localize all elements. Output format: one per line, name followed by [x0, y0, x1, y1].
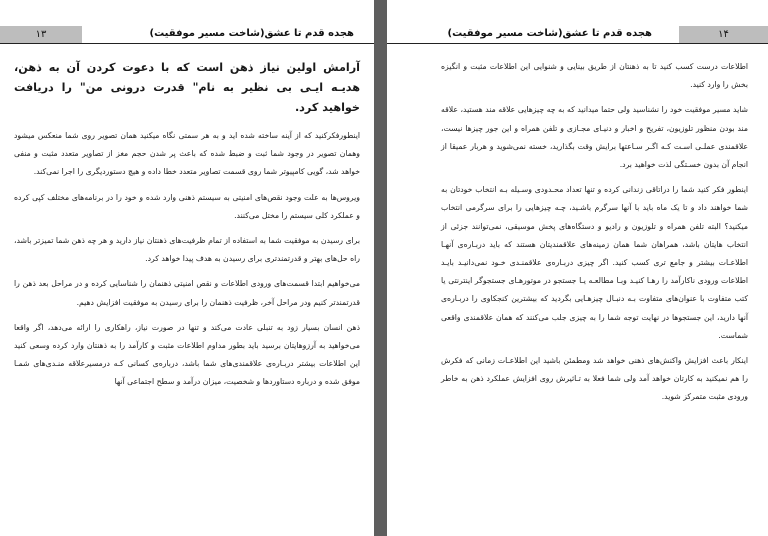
left-paragraph-5: ذهن انسان بسیار زود به تنبلی عادت می‌کند و تنها در صورت نیاز، راهکاری را ارائه می‌دهد، اگر واقعا می‌خواهید به آرزوهایتان برسید باید بطور مداوم اطلاعات مثبت و کارآمد را به ذهنتان وارد کرده وسعی کنید این اطلاعات بیشتر دربـاره‌ی علاقمندی‌های شما باشد، درباره‌ی کسانی کـه درمسیرعلاقه منـدی‌های شمـا موفق شده و درباره دستاوردها و شخصیت، میزان درآمد و سطح اجتماعی آنها [14, 322, 360, 387]
left-page-body [14, 58, 360, 399]
left-paragraph-1: اینطورفکرکنید که از آینه ساخته شده اید و به هر سمتی نگاه میکنید همان تصویر روی شما منعکس میشود وهمان تصویر در وجود شما ثبت و ضبط شده که باعث پر شدن حجم مغز از تصاویر متعدد مثبت و منفی خواهد شد، گویی کامپیوتر شما روی قسمت تصاویر متعدد خطا داده و هیچ دستوردیگری را اجرا نمی‌کند. [14, 131, 360, 177]
header-rule [387, 43, 768, 44]
left-page-heading: آرامش اولین نیاز ذهن است که با دعوت کردن آن به ذهن، هدیـه ایـی بی نظیر به نام" قدرت درونی من" را دریافت خواهید کرد. [14, 61, 360, 114]
left-page [0, 0, 374, 536]
right-page-body [441, 58, 748, 414]
right-paragraph-2: شاید مسیر موفقیت خود را نشناسید ولی حتما میدانید که به چه چیزهایی علاقه مند هستید، علاقه مند بودن منظور تلوزیون، تفریح و اخبار و دنیـای مجـازی و تلفن همراه و این جور چیزها نیست، علاقمندی عملـی اسـت کـه اگـر سـاعتها برایش وقت بگذارید، خسته نمی‌شوید و هربار عمیقا از انجام آن بدون خسـتگی لذت خواهید برد. [441, 105, 748, 170]
page-gutter [374, 0, 387, 536]
right-page-header [387, 26, 768, 44]
right-paragraph-1: اطلاعات درست کسب کنید تا به ذهنتان از طریق بینایی و شنوایی این اطلاعات مثبت و انگیزه بخش را وارد کنید. [441, 62, 748, 90]
header-rule [0, 43, 374, 44]
left-paragraph-3: برای رسیدن به موفقیت شما به استفاده از تمام ظرفیت‌های ذهنتان نیاز دارید و هر چه ذهن شما تمیزتر باشد، راه حل‌های بهتر و قدرتمندتری برای رسیدن به هدف پیدا خواهد کرد. [14, 236, 360, 264]
right-running-title: هجده قدم تا عشق(شاخت مسیر موفقیت) [447, 28, 652, 39]
right-page [387, 0, 768, 536]
left-running-title: هجده قدم تا عشق(شاخت مسیر موفقیت) [149, 28, 354, 39]
right-paragraph-3: اینطور فکر کنید شما را دراتاقی زندانی کرده و تنها تعداد محـدودی وسـیله بـه انتخاب خودتان به شما خواهند داد و تا یک ماه باید با آنها سرگرم باشـید، چـه چیزهایی را برای سرگرمی انتخاب میکنید؟ البته تلفن همراه و تلوزیون و رادیو و دستگاه‌های پخش موسیقی، نمی‌توانند جزئی از انتخاب هایتان باشد، همراهان شما همان زمینه‌های علاقمندیتان هستند که باید دربـاره‌ی آنهـا اطلاعـات بیشتر و جامع تری کسب کنید. اگر چیزی دربـاره‌ی علاقمنـدی خـود نمی‌دانیـد بایـد اطلاعات ورودی ناکارآمد را رهـا کنیـد وبـا مطالعـه یـا جستجو در موتورهـای جستجوگر اینترنتی یا کتب متفاوت با عنوان‌های متفاوت بـه دنبـال چیزهـایی بگردید که بیشترین کنجکاوی را دربـاره‌ی آنها دارید، این جستجوها در نهایت توجه شما را به چیزی جلب می‌کنند که همان علاقمندی واقعی شماست. [441, 185, 748, 340]
left-page-header [0, 26, 374, 44]
left-paragraph-2: ویروس‌ها به علت وجود نقص‌های امنیتی به سیستم ذهنی وارد شده و خود را در برنامه‌های مختلف کپی کرده و عملکرد کلی سیستم را مختل می‌کنند. [14, 192, 360, 220]
left-page-number: ۱۳ [0, 26, 82, 44]
left-paragraph-4: می‌خواهیم ابتدا قسمت‌های ورودی اطلاعات و نقص امنیتی ذهنمان را شناسایی کرده و در مراحل بعد ذهن را قدرتمندتر کنیم ودر مراحل آخر، ظرفیت ذهنمان را برای رسیدن به موفقیت افزایش دهیم. [14, 279, 360, 307]
right-paragraph-4: اینکار باعث افزایش واکنش‌های ذهنی خواهد شد ومطمئن باشید این اطلاعـات زمانی که فکرش را هم نمیکنید به کارتان خواهد آمد ولی شما فعلا به تـاثیرش روی افزایش عملکرد ذهن به خاطر ورودی مثبت متمرکز شوید. [441, 356, 748, 402]
right-page-number: ۱۴ [679, 26, 768, 44]
